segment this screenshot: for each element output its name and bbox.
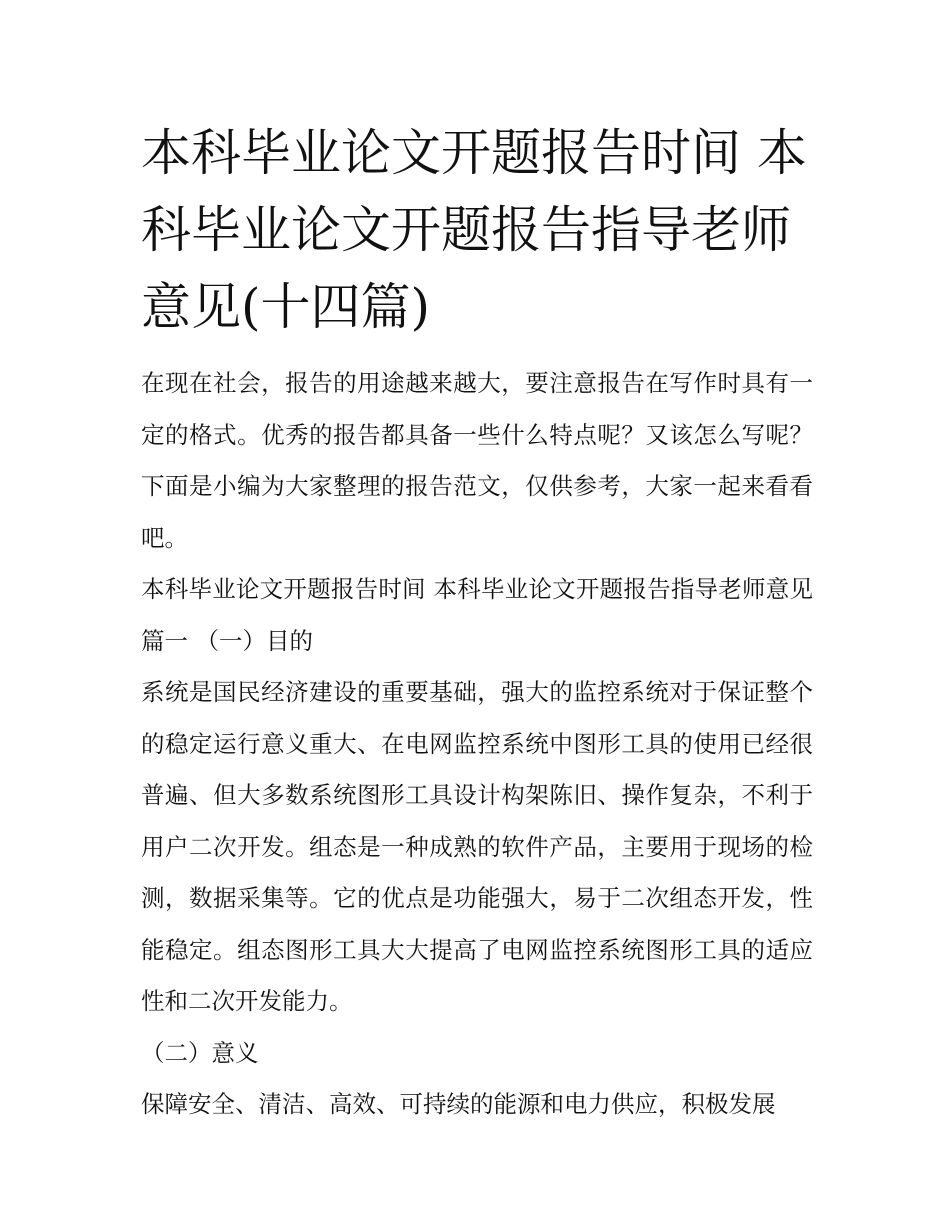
document-page [141,115,813,1131]
purpose-paragraph: 系统是国民经济建设的重要基础，强大的监控系统对于保证整个的稳定运行意义重大、在电网监控系统中图形工具的使用已经很普遍、但大多数系统图形工具设计构架陈旧、操作复杂，不利于用户二次开发。组态是一种成熟的软件产品，主要用于现场的检测，数据采集等。它的优点是功能强大，易于二次组态开发，性能稳定。组态图形工具大大提高了电网监控系统图形工具的适应性和二次开发能力。 [141,678,813,1015]
subheading-purpose: （一）目的 [195,626,313,655]
significance-paragraph: 保障安全、清洁、高效、可持续的能源和电力供应，积极发展 [141,1090,776,1118]
section-heading-text: 本科毕业论文开题报告时间 本科毕业论文开题报告指导老师意见篇一 [141,575,813,655]
document-title: 本科毕业论文开题报告时间 本科毕业论文开题报告指导老师意见(十四篇) [141,124,807,336]
subheading-significance: （二）意义 [141,1038,259,1067]
section-heading [141,564,813,667]
intro-paragraph: 在现在社会，报告的用途越来越大，要注意报告在写作时具有一定的格式。优秀的报告都具备一些什么特点呢？又该怎么写呢？下面是小编为大家整理的报告范文，仅供参考，大家一起来看看吧。 [141,369,813,552]
document-body [141,358,813,1131]
